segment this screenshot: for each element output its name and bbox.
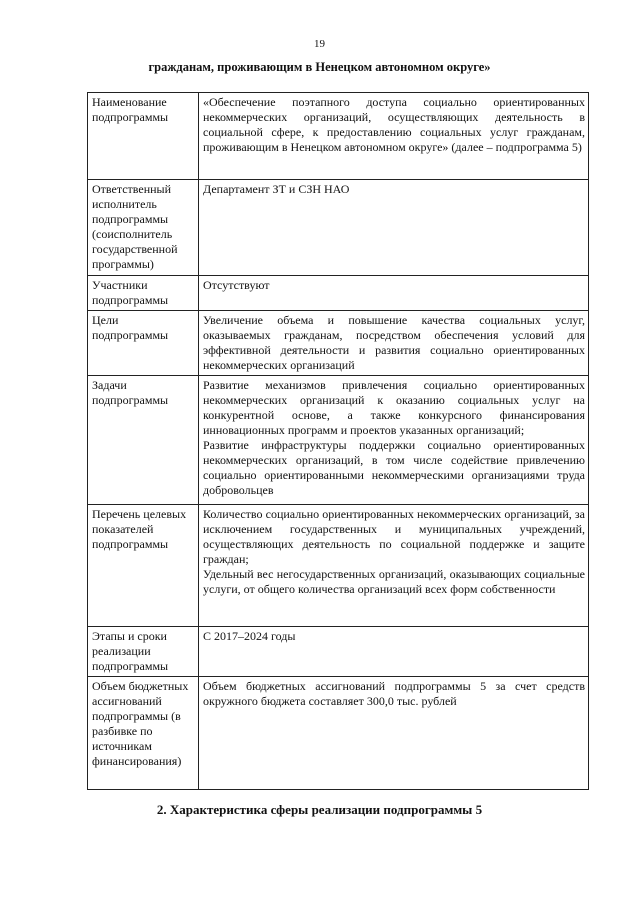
table-row xyxy=(88,180,589,276)
row-label: Участники подпрограммы xyxy=(88,276,199,311)
table-row xyxy=(88,93,589,180)
value-paragraph: Объем бюджетных ассигнований подпрограммы 5 за счет средств окружного бюджета составляет 300,0 тыс. рублей xyxy=(203,679,585,708)
table-row xyxy=(88,505,589,627)
page-number: 19 xyxy=(314,38,325,50)
table-row xyxy=(88,311,589,376)
subprogram-passport-table xyxy=(87,92,589,790)
row-value xyxy=(199,376,589,505)
table-row xyxy=(88,376,589,505)
row-value xyxy=(199,505,589,627)
row-label: Задачи подпрограммы xyxy=(88,376,199,505)
row-value xyxy=(199,276,589,311)
row-value xyxy=(199,677,589,790)
table-row xyxy=(88,677,589,790)
row-value xyxy=(199,93,589,180)
table-row xyxy=(88,276,589,311)
value-paragraph: Отсутствуют xyxy=(203,278,270,292)
value-paragraph: Развитие механизмов привлечения социально ориентированных некоммерческих организаций к оказанию социальных услуг на конкурентной основе, а также конкурсного финансирования инновационных программ и проектов указанных организаций; xyxy=(203,378,585,437)
value-paragraph: «Обеспечение поэтапного доступа социально ориентированных некоммерческих организаций, осуществляющих деятельность в социальной сфере, к предоставлению социальных услуг гражданам, проживающим в Ненецком автономном округе» (далее – подпрограмма 5) xyxy=(203,95,585,154)
row-value xyxy=(199,627,589,677)
row-label: Объем бюджетных ассигнований подпрограммы (в разбивке по источникам финансирования) xyxy=(88,677,199,790)
row-value xyxy=(199,311,589,376)
value-paragraph: Развитие инфраструктуры поддержки социально ориентированных некоммерческих организаций, в том числе содействие привлечению социально ориентированными некоммерческими организациями труда добровольцев xyxy=(203,438,585,497)
row-label: Ответственный исполнитель подпрограммы (соисполнитель государственной программы) xyxy=(88,180,199,276)
table-row xyxy=(88,627,589,677)
value-paragraph: Департамент ЗТ и СЗН НАО xyxy=(203,182,350,196)
row-label: Цели подпрограммы xyxy=(88,311,199,376)
row-label: Перечень целевых показателей подпрограммы xyxy=(88,505,199,627)
value-paragraph: Количество социально ориентированных некоммерческих организаций, за исключением государственных и муниципальных учреждений, осуществляющих деятельность по социальной поддержке и защите граждан; xyxy=(203,507,585,566)
value-paragraph: Увеличение объема и повышение качества социальных услуг, оказываемых гражданам, посредством обеспечения условий для эффективной деятельности и развития социально ориентированных некоммерческих организаций xyxy=(203,313,585,372)
value-paragraph: Удельный вес негосударственных организаций, оказывающих социальные услуги, от общего количества организаций всех форм собственности xyxy=(203,567,585,596)
section-heading: 2. Характеристика сферы реализации подпрограммы 5 xyxy=(156,802,483,817)
row-label: Этапы и сроки реализации подпрограммы xyxy=(88,627,199,677)
value-paragraph: С 2017–2024 годы xyxy=(203,629,296,643)
row-value xyxy=(199,180,589,276)
row-label: Наименование подпрограммы xyxy=(88,93,199,180)
top-heading: гражданам, проживающим в Ненецком автономном округе» xyxy=(148,60,491,74)
